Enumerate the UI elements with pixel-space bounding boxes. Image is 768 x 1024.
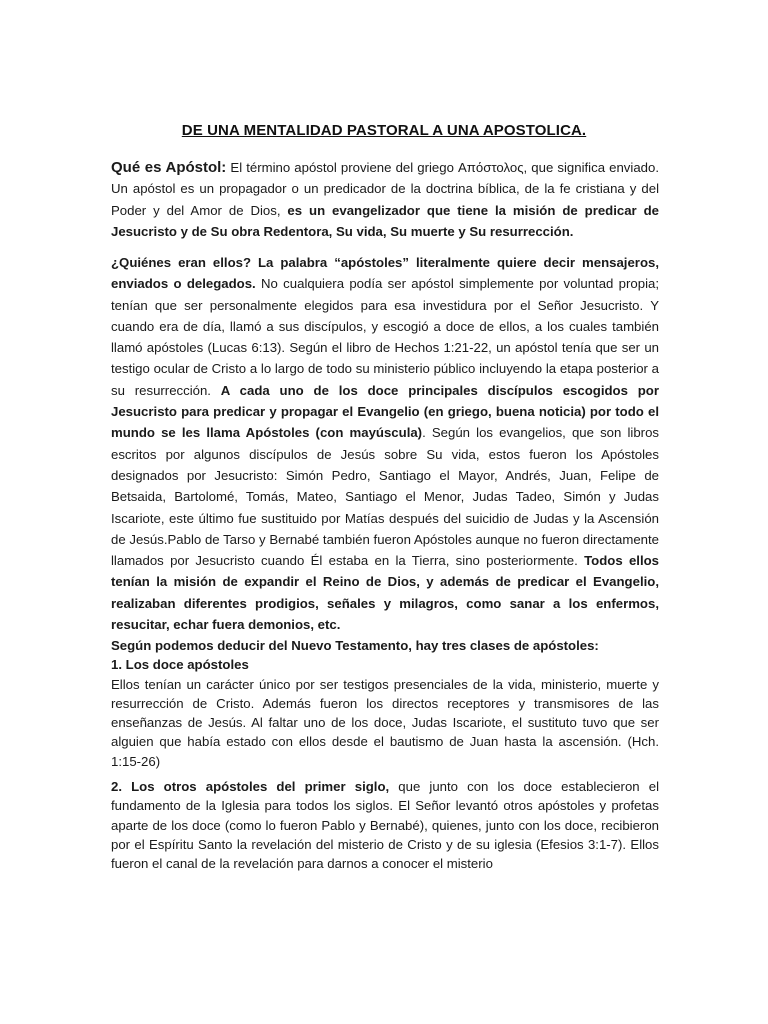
- class-2-heading: 2. Los otros apóstoles del primer siglo,: [111, 779, 390, 794]
- who-bold-a: ¿Quiénes eran ellos? La palabra “apóstoles” literalmente quiere decir mensajeros, enviados o delegados.: [111, 255, 659, 292]
- classes-heading: Según podemos deducir del Nuevo Testamento, hay tres clases de apóstoles:: [111, 638, 599, 653]
- document-title: DE UNA MENTALIDAD PASTORAL A UNA APOSTOLICA.: [181, 122, 587, 139]
- who-paragraph: [111, 252, 659, 635]
- class-2-paragraph: [111, 777, 659, 873]
- intro-paragraph: [111, 157, 659, 242]
- who-text-b: . Según los evangelios, que son libros escritos por algunos discípulos de Jesús sobre Su vida, estos fueron los Apóstoles designados por Jesucristo: Simón Pedro, Santiago el Mayor, Andrés, Juan, Felipe de Betsaida, Bartolomé, Tomás, Mateo, Santiago el Menor, Judas Tadeo, Simón y Judas Iscariote, este último fue sustituido por Matías después del suicidio de Judas y la Ascensión de Jesús.Pablo de Tarso y Bernabé también fueron Apóstoles aunque no fueron directamente llamados por Jesucristo cuando Él estaba en la Tierra, sino posteriormente.: [111, 425, 659, 569]
- intro-lead: Qué es Apóstol:: [111, 159, 227, 176]
- who-bold-b: A cada uno de los doce principales discípulos escogidos por Jesucristo para predicar y propagar el Evangelio (en griego, buena noticia) por todo el mundo se les llama Apóstoles (con mayúscula): [111, 382, 659, 441]
- classes-section: [111, 636, 659, 771]
- who-bold-c: Todos ellos tenían la misión de expandir el Reino de Dios, y además de predicar el Evangelio, realizaban diferentes prodigios, señales y milagros, como sanar a los enfermos, resucitar, echar fuera demonios, etc.: [111, 553, 659, 633]
- class-1-heading: 1. Los doce apóstoles: [111, 657, 249, 673]
- who-text-a: No cualquiera podía ser apóstol simplemente por voluntad propia; tenían que ser personalmente elegidos para esa investidura por el Señor Jesucristo. Y cuando era de día, llamó a sus discípulos, y escogió a doce de ellos, a los cuales también llamó apóstoles (Lucas 6:13). Según el libro de Hechos 1:21-22, un apóstol tenía que ser un testigo ocular de Cristo a lo largo de todo su ministerio público incluyendo la etapa posterior a su resurrección.: [111, 276, 660, 398]
- class-2-text: que junto con los doce establecieron el fundamento de la Iglesia para todos los siglos. El Señor levantó otros apóstoles y profetas aparte de los doce (como lo fueron Pablo y Bernabé), quienes, junto con los doce, recibieron por el Espíritu Santo la revelación del misterio de Cristo y de su iglesia (Efesios 3:1-7). Ellos fueron el canal de la revelación para darnos a conocer el misterio: [111, 779, 659, 872]
- intro-bold-text: es un evangelizador que tiene la misión de predicar de Jesucristo y de Su obra Redentora, Su vida, Su muerte y Su resurrección.: [111, 202, 660, 239]
- class-1-text: Ellos tenían un carácter único por ser testigos presenciales de la vida, ministerio, muerte y resurrección de Cristo. Además fueron los directos receptores y transmisores de las enseñanzas de Jesús. Al faltar uno de los doce, Judas Iscariote, el sustituto tuvo que ser alguien que había estado con ellos desde el bautismo de Juan hasta la ascensión. (Hch. 1:15-26): [111, 676, 659, 769]
- intro-text: El término apóstol proviene del griego Απόστολος, que significa enviado. Un apóstol es un propagador o un predicador de la doctrina bíblica, de la fe cristiana y del Poder y del Amor de Dios,: [111, 160, 659, 218]
